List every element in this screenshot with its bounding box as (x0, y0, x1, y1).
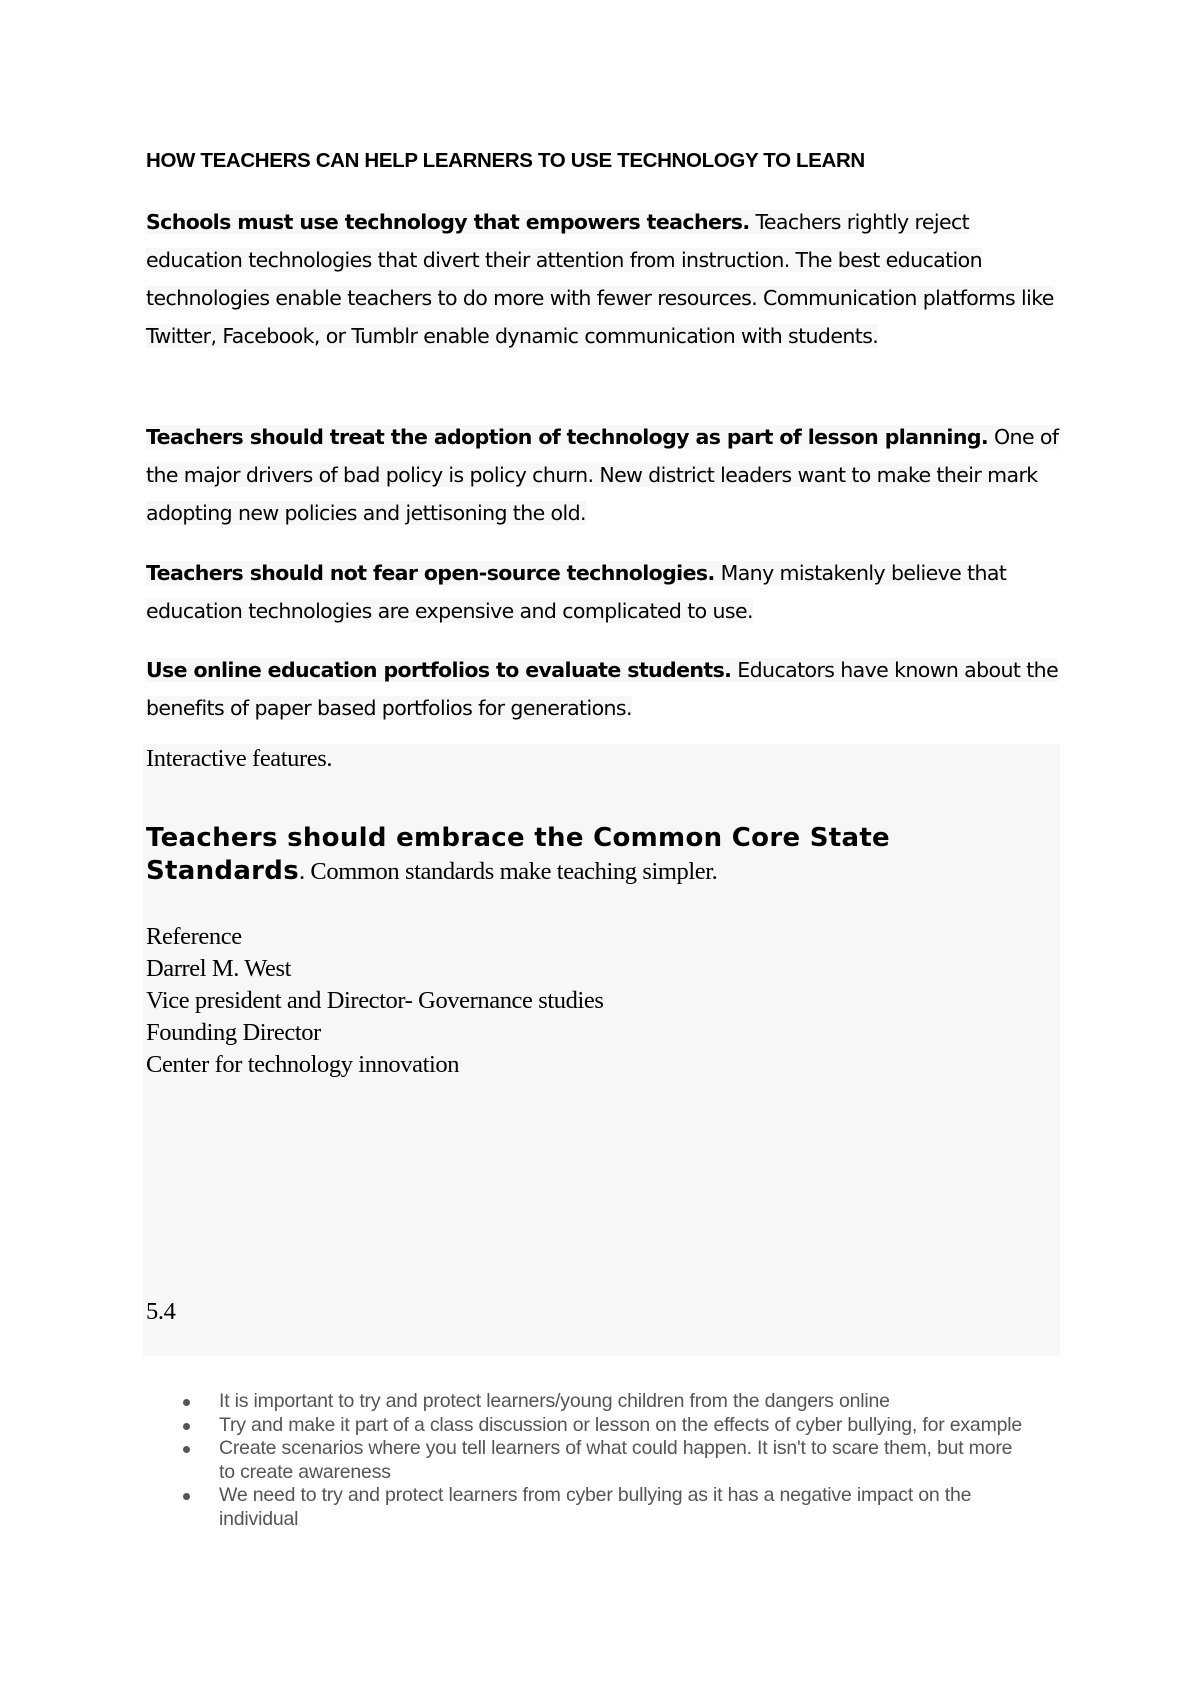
paragraph-body: Many mistakenly believe that education technologies are expensive and complicated to use. (146, 561, 1007, 623)
paragraph-portfolios (146, 651, 1066, 727)
bullet-icon (183, 1446, 190, 1453)
section-number: 5.4 (146, 1298, 176, 1325)
document-heading: HOW TEACHERS CAN HELP LEARNERS TO USE TECHNOLOGY TO LEARN (146, 149, 865, 172)
list-item (170, 1414, 1030, 1438)
interactive-features-text: Interactive features. (146, 745, 333, 772)
bullet-icon (183, 1423, 190, 1430)
reference-line: Vice president and Director- Governance studies (146, 987, 604, 1014)
list-item-text: We need to try and protect learners from cyber bullying as it has a negative impact on the individual (219, 1484, 972, 1530)
list-item (170, 1484, 1030, 1531)
list-item-text: Try and make it part of a class discussion or lesson on the effects of cyber bullying, for example (219, 1413, 1023, 1436)
list-item (170, 1390, 1030, 1414)
reference-line: Reference (146, 923, 242, 950)
common-core-paragraph (146, 822, 1046, 888)
reference-line: Center for technology innovation (146, 1051, 460, 1078)
paragraph-lead: Use online education portfolios to evaluate students. (146, 658, 732, 682)
paragraph-open-source (146, 554, 1066, 630)
bullet-icon (183, 1399, 190, 1406)
common-core-title: Teachers should embrace the Common Core State Standards (146, 823, 890, 886)
paragraph-body: Teachers rightly reject education technologies that divert their attention from instruction. The best education technologies enable teachers to do more with fewer resources. Communication platforms like Twitter, Facebook, or Tumblr enable dynamic communication with students. (146, 210, 1054, 348)
bullet-list (170, 1390, 1030, 1531)
paragraph-lead: Schools must use technology that empowers teachers. (146, 210, 750, 234)
paragraph-lesson-planning (146, 418, 1066, 532)
paragraph-lead: Teachers should treat the adoption of technology as part of lesson planning. (146, 425, 989, 449)
paragraph-body: One of the major drivers of bad policy is policy churn. New district leaders want to make their mark adopting new policies and jettisoning the old. (146, 425, 1059, 525)
bullet-icon (183, 1493, 190, 1500)
paragraph-empower-teachers (146, 203, 1066, 355)
list-item-text: It is important to try and protect learners/young children from the dangers online (219, 1390, 890, 1412)
list-item (170, 1437, 1030, 1484)
reference-block (146, 921, 603, 1081)
list-item-text: Create scenarios where you tell learners of what could happen. It isn't to scare them, but more to create awareness (219, 1437, 1013, 1483)
common-core-body: . Common standards make teaching simpler. (298, 858, 718, 885)
paragraph-body: Educators have known about the benefits of paper based portfolios for generations. (146, 658, 1059, 720)
paragraph-lead: Teachers should not fear open-source technologies. (146, 561, 715, 585)
reference-line: Founding Director (146, 1019, 321, 1046)
reference-line: Darrel M. West (146, 955, 292, 982)
